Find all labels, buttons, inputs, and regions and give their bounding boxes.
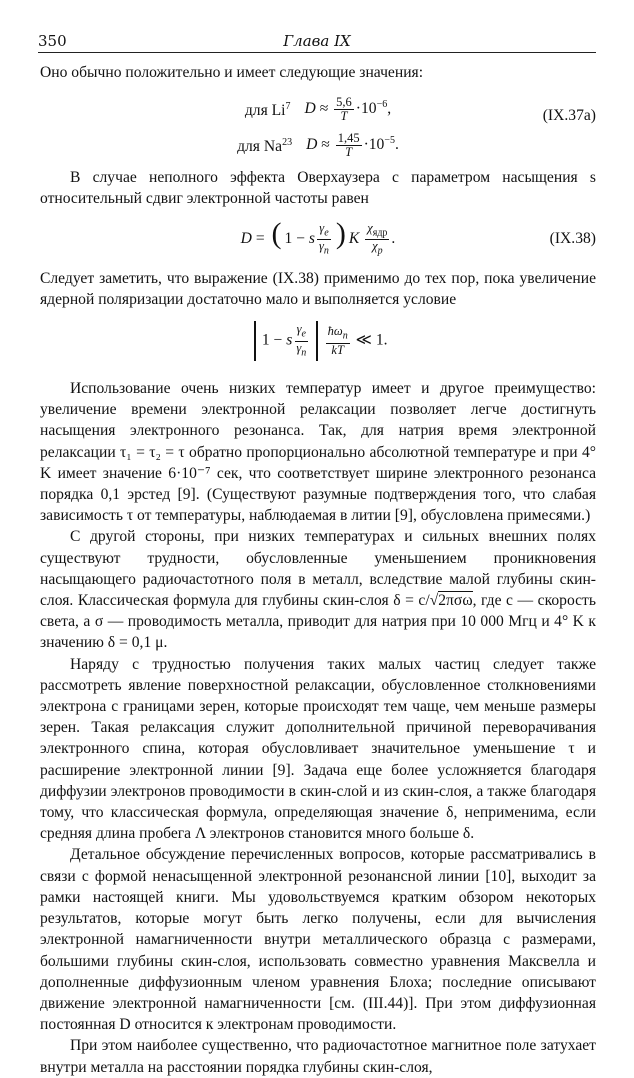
running-header [38, 30, 596, 53]
skin-depth-sqrt: √2πσω [429, 592, 473, 610]
chapter-title: Глава IX [283, 32, 351, 50]
paragraph-condition: Следует заметить, что выражение (IX.38) применимо до тех пор, пока увеличение ядерной поляризации достаточно мало и выполняется условие [40, 269, 596, 308]
eq-na-label: для Na [237, 137, 283, 155]
skin-depth-text-b: , где c — скорость света, а σ — проводимость металла, приводит для натрия при 10 000 Мгц и 4° K к значению δ = 0,1 μ. [40, 592, 596, 652]
paragraph-low-temperature: Использование очень низких температур имеет и другое преимущество: увеличение времени электронной релаксации позволяет легче достигнуть насыщения электронного резонанса. Так, для натрия время электронной релаксации τ₁ = τ₂ = τ обратно пропорционально абсолютной температуре и при 4° K имеет значение 6·10⁻⁷ сек, что соответствует ширине электронного резонанса порядка 0,1 эрстед [9]. (Существуют разумные подтверждения того, что слабая зависимость τ от температуры, наблюдаемая в литии [9], обусловлена примесями.) [40, 380, 596, 525]
paragraph-overhauser: В случае неполного эффекта Оверхаузера с параметром насыщения s относительный сдвиг электронной частоты равен [40, 169, 596, 208]
equation-condition [40, 316, 596, 366]
skin-depth-text-a: С другой стороны, при низких температурах и сильных внешних полях существуют трудности, обусловленные уменьшением проникновения насыщающего радиочастотного поля в металл, вследствие малой глубины скин-слоя. Классическая формула для глубины скин-слоя δ = c/ [40, 528, 596, 610]
equation-number-37a: (IX.37а) [542, 107, 596, 125]
eq38-formula: D = ( 1 − s $\frac{\gamma_e}{\gamma_n}$ ) K $\frac{\chi_{ядр}}{\chi_p}$ . [240, 217, 396, 257]
condition-formula: 1 − s $\frac{\gamma_e}{\gamma_n}$ $\frac{ħ\omega_n}{kT}$ ≪ 1. [248, 321, 387, 361]
intro-line: Оно обычно положительно и имеет следующие значения: [40, 64, 424, 81]
paragraph-discussion: Детальное обсуждение перечисленных вопросов, которые рассматривались в связи с формой ненасыщенной электронной резонансной линии [10], выходит за рамки настоящей книги. Мы удовольствуемся кратким обзором некоторых результатов, которые могут быть легко получены, если для вычисления электронной намагниченности внутри металлического образца с размерами, большими глубины скин-слоя, использовать совместно уравнения Максвелла и дополненные диффузионным членом уравнения Блоха; последние описывают движение электронной намагниченности [см. (III.44)]. При этом диффузионная постоянная D относится к электронам проводимости. [40, 846, 596, 1034]
equation-38 [40, 216, 596, 262]
eq-na-formula: D ≈ $\frac{1,45}{T}$ $\cdot 10^{-5}$. [306, 130, 399, 159]
paragraph-rf-field: При этом наиболее существенно, что радиочастотное магнитное поле затухает внутри металла на расстоянии порядка глубины скин-слоя, [40, 1037, 596, 1076]
eq-na-numerator: 1,45 [337, 130, 360, 145]
equation-li [40, 93, 596, 123]
paragraph-skin-depth [40, 526, 596, 653]
eq-li-numerator: 5,6 [336, 94, 352, 109]
page-number: 350 [38, 32, 67, 50]
eq-li-isotope: 7 [285, 100, 291, 112]
equation-number-38: (IX.38) [549, 230, 596, 247]
paragraph-surface-relaxation: Наряду с трудностью получения таких малых частиц следует также рассмотреть явление поверхностной релаксации, обусловленное столкновениями электрона с границами зерен, которые происходят тем чаще, чем меньше размеры зерен. Такая релаксация служит дополнительной причиной переворачивания электронного спина, которая обусловливает значительное уменьшение τ и расширение электронной линии [9]. Задача еще более усложняется благодаря диффузии электронов проводимости в скин-слой и из скин-слоя, а также благодаря тому, что классическая формула, определяющая значение δ, неприменима, если средняя длина пробега Λ электронов становится много больше δ. [40, 655, 596, 843]
eq-na-isotope: 23 [282, 136, 293, 148]
eq-li-label: для Li [244, 101, 286, 119]
page-body [40, 62, 596, 1078]
eq-li-formula: D ≈ $\frac{5,6}{T}$ $\cdot 10^{-6}$, [304, 94, 392, 123]
